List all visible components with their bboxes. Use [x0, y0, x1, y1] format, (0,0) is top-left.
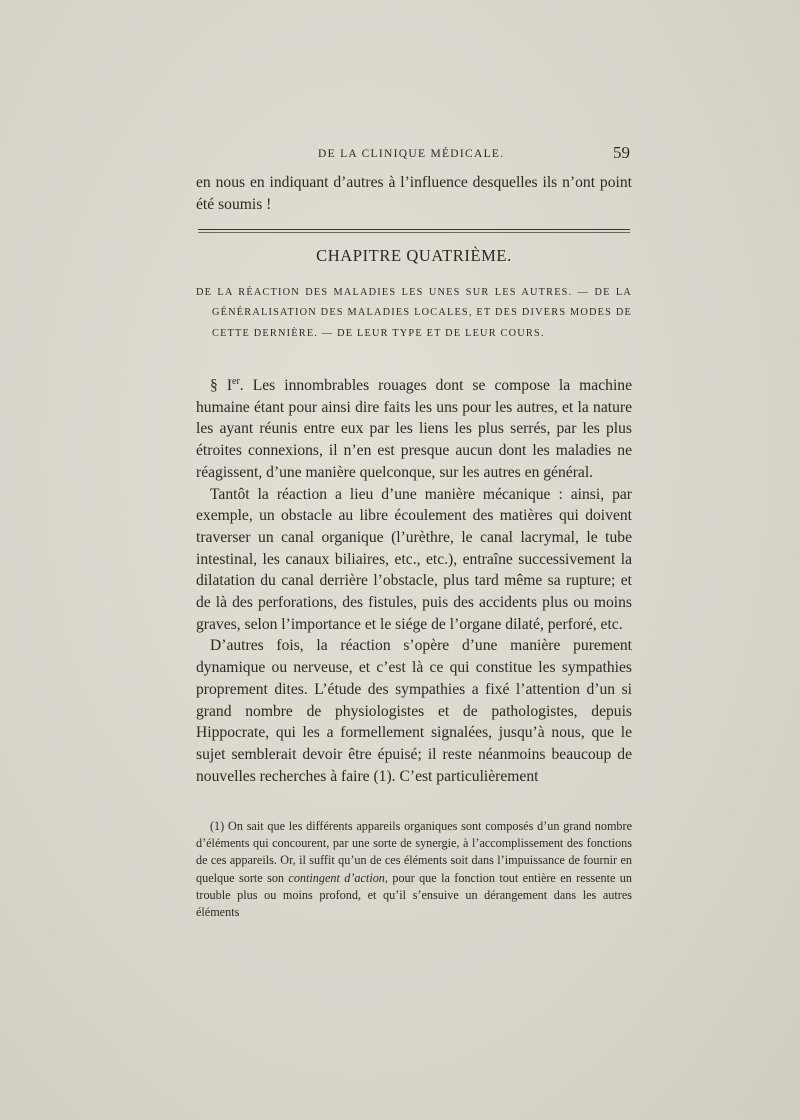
carryover-paragraph — [196, 172, 632, 215]
chapter-title: CHAPITRE QUATRIÈME. — [316, 246, 512, 265]
footnote-marker: (1) — [210, 819, 225, 833]
footnote — [196, 818, 632, 921]
section-label-superscript: er — [232, 376, 240, 387]
paragraph-3: D’autres fois, la réaction s’opère d’une manière purement dynamique ou nerveuse, et c’est là ce qui constitue les sympathies proprement dites. L’étude des sympathies a fixé l’attention d’un si grand nombre de physiologistes et de pathologistes, depuis Hippocrate, qui les a formellement signalées, jusqu’à nous, que le sujet semblerait devoir être épuisé; il reste néanmoins beaucoup de nouvelles recherches à faire (1). C’est particulièrement — [196, 637, 632, 785]
paragraph-1 — [196, 371, 632, 484]
paragraph-1-text: Les innombrables rouages dont se compose la machine humaine étant pour ainsi dire faits les uns pour les autres, et la nature les ayant réunis entre eux par les liens les plus serrés, par les plus étroites connexions, il n’en est presque aucun dont les maladies ne réagissent, d’une manière quelconque, sur les autres en général. — [196, 377, 632, 481]
page-header — [196, 143, 632, 166]
section-label: § Ier. — [210, 376, 253, 394]
page-number: 59 — [613, 143, 630, 162]
chapter-summary-text: DE LA RÉACTION DES MALADIES LES UNES SUR LES AUTRES. — DE LA GÉNÉRALISATION DES MALADIES LOCALES, ET DES DIVERS MODES DE CETTE DERNIÈRE. — DE LEUR TYPE ET DE LEUR COURS. — [196, 287, 632, 339]
chapter-divider-rule — [198, 229, 630, 230]
footnote-text-after: , pour que la fonction tout entière en ressente un trouble plus ou moins profond, et qu’il s’ensuive un dérangement dans les autres éléments — [196, 870, 632, 920]
chapter-summary — [196, 283, 632, 344]
carryover-text: en nous en indiquant d’autres à l’influence desquelles ils n’ont point été soumis ! — [196, 174, 632, 213]
paragraph-2: Tantôt la réaction a lieu d’une manière mécanique : ainsi, par exemple, un obstacle au libre écoulement des matières qui doivent traverser un canal organique (l’urèthre, le canal lacrymal, le tube intestinal, les canaux biliaires, etc., etc.), entraîne successivement la dilatation du canal derrière l’obstacle, plus tard même sa rupture; et de là des perforations, des fistules, puis des accidents plus ou moins graves, selon l’importance et le siége de l’organe dilaté, perforé, etc. — [196, 485, 632, 633]
section-label-main: § I — [210, 377, 233, 394]
footnote-text — [196, 818, 632, 921]
section-body — [196, 371, 632, 787]
footnote-italic-phrase: contingent d’action — [288, 870, 385, 885]
footnote-text-before: On sait que les différents appareils organiques sont composés d’un grand nombre d’éléments qui concourent, par une sorte de synergie, à l’accomplissement des fonctions de ces appareils. Or, il suffit qu’un de ces éléments soit dans l’impuissance de fournir en quelque sorte son — [196, 819, 632, 885]
running-title: DE LA CLINIQUE MÉDICALE. — [318, 148, 505, 160]
